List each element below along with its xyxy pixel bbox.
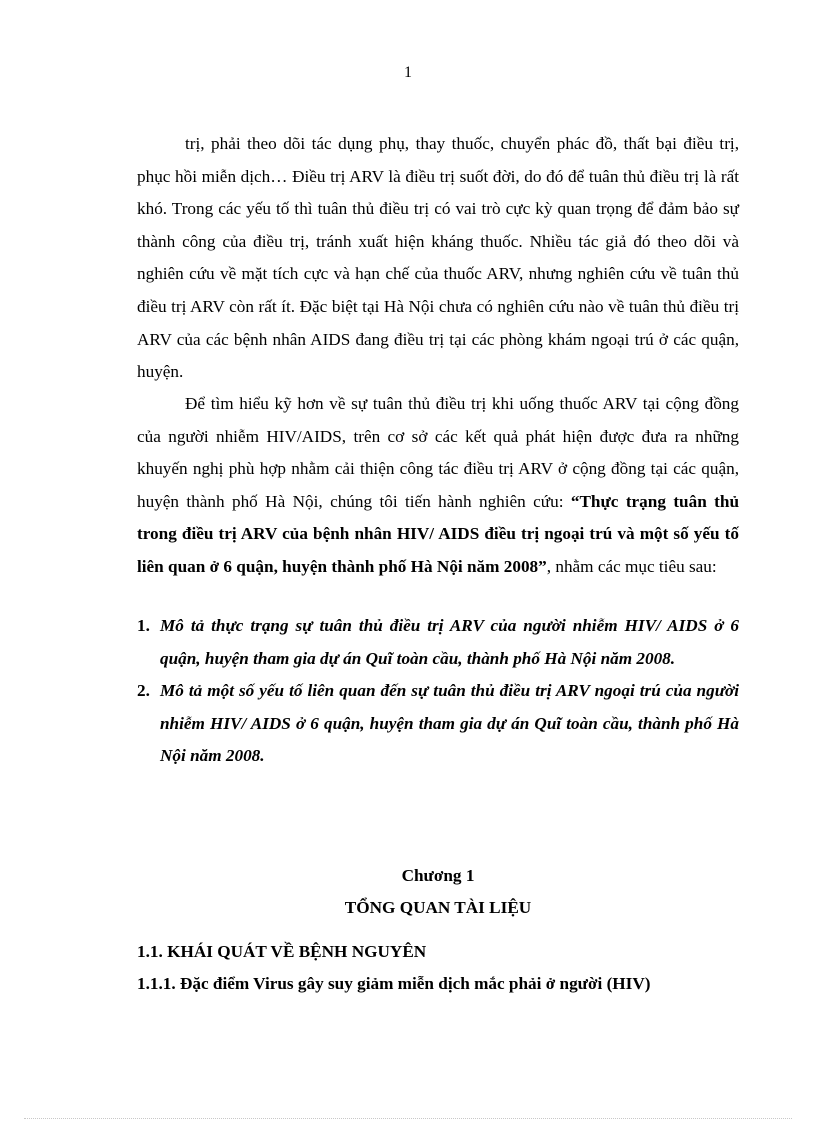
paragraph-2 xyxy=(137,388,739,584)
objective-text: Mô tả thực trạng sự tuân thủ điều trị ARV của người nhiễm HIV/ AIDS ở 6 quận, huyện tham gia dự án Quĩ toàn cầu, thành phố Hà Nội năm 2008. xyxy=(160,616,739,668)
paragraph-1-block xyxy=(137,128,739,389)
subsection-heading: 1.1.1. Đặc điểm Virus gây suy giảm miễn dịch mắc phải ở người (HIV) xyxy=(137,974,651,993)
paragraph-2-lead: Để tìm hiểu kỹ hơn về sự tuân thủ điều trị khi uống thuốc ARV tại cộng đồng của người nhiễm HIV/AIDS, trên cơ sở các kết quả phát hiện được đưa ra những khuyến nghị phù hợp nhằm cải thiện công tác điều trị ARV ở cộng đồng tại các quận, huyện thành phố Hà Nội, chúng tôi tiến hành nghiên cứu: xyxy=(137,394,739,511)
page-number: 1 xyxy=(404,64,412,81)
study-title: “Thực trạng tuân thủ trong điều trị ARV của bệnh nhân HIV/ AIDS điều trị ngoại trú và một số yếu tố liên quan ở 6 quận, huyện thành phố Hà Nội năm 2008” xyxy=(137,491,739,576)
objective-number: 1. xyxy=(137,616,150,635)
objective-text: Mô tả một số yếu tố liên quan đến sự tuân thủ điều trị ARV ngoại trú của người nhiễm HIV/ AIDS ở 6 quận, huyện tham gia dự án Quĩ toàn cầu, thành phố Hà Nội năm 2008. xyxy=(160,681,739,766)
chapter-title: TỔNG QUAN TÀI LIỆU xyxy=(344,898,532,917)
paragraph-2-tail: , nhằm các mục tiêu sau: xyxy=(546,556,717,576)
section-heading: 1.1. KHÁI QUÁT VỀ BỆNH NGUYÊN xyxy=(137,942,427,961)
objective-item xyxy=(137,675,739,773)
objective-item xyxy=(137,610,739,675)
chapter-label: Chương 1 xyxy=(401,866,475,885)
objectives-list xyxy=(137,610,739,773)
page-bottom-border xyxy=(24,1118,792,1119)
objective-number: 2. xyxy=(137,681,150,701)
paragraph-2-block xyxy=(137,388,739,584)
paragraph-1: trị, phải theo dõi tác dụng phụ, thay thuốc, chuyển phác đồ, thất bại điều trị, phục hồi miễn dịch… Điều trị ARV là điều trị suốt đời, do đó để tuân thủ điều trị là rất khó. Trong các yếu tố thì tuân thủ điều trị có vai trò cực kỳ quan trọng để đảm bảo sự thành công của điều trị, tránh xuất hiện kháng thuốc. Nhiều tác giả đó theo dõi và nghiên cứu về mặt tích cực và hạn chế của thuốc ARV, nhưng nghiên cứu về tuân thủ điều trị ARV còn rất ít. Đặc biệt tại Hà Nội chưa có nghiên cứu nào về tuân thủ điều trị ARV của các bệnh nhân AIDS đang điều trị tại các phòng khám ngoại trú ở các quận, huyện. xyxy=(137,134,739,382)
